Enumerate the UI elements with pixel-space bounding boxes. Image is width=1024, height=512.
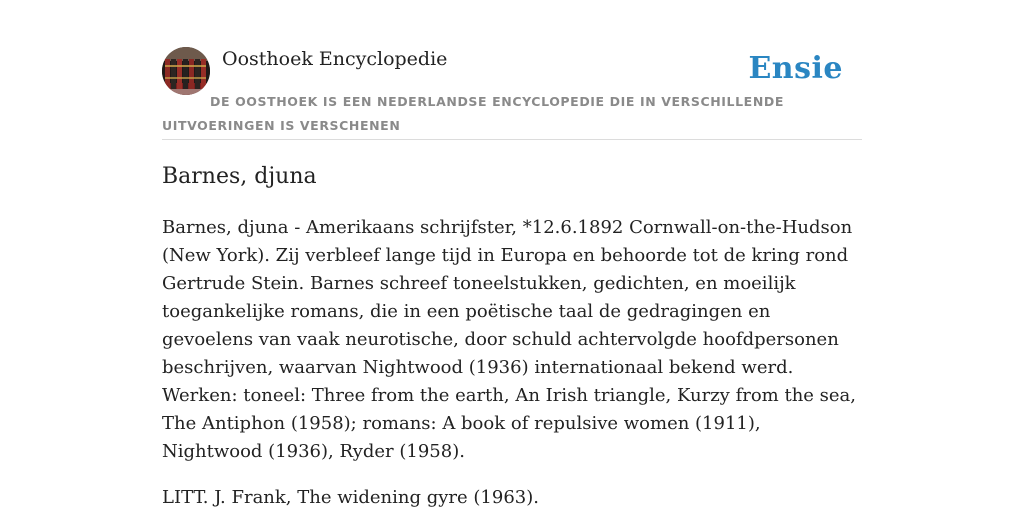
article-card (162, 44, 862, 512)
article-literature: LITT. J. Frank, The widening gyre (1963). (162, 487, 539, 508)
source-title[interactable]: Oosthoek Encyclopedie (222, 48, 448, 70)
ensie-logo[interactable]: Ensie (748, 51, 843, 86)
source-header (162, 44, 862, 140)
source-description: DE OOSTHOEK IS EEN NEDERLANDSE ENCYCLOPEDIE DIE IN VERSCHILLENDE UITVOERINGEN IS VERSCHENEN (162, 94, 784, 133)
article-body: Barnes, djuna - Amerikaans schrijfster, *12.6.1892 Cornwall-on-the-Hudson (New York). Zij verbleef lange tijd in Europa en behoorde tot de kring rond Gertrude Stein. Barnes schreef toneelstukken, gedichten, en moeilijk toegankelijke romans, die in een poëtische taal de gedragingen en gevoelens van vaak neurotische, door schuld achtervolgde hoofdpersonen beschrijven, waarvan Nightwood (1936) internationaal bekend werd. Werken: toneel: Three from the earth, An Irish triangle, Kurzy from the sea, The Antiphon (1958); romans: A book of repulsive women (1911), Nightwood (1936), Ryder (1958). (162, 217, 857, 462)
article-title: Barnes, djuna (162, 164, 317, 189)
encyclopedia-books-icon[interactable] (162, 47, 210, 95)
